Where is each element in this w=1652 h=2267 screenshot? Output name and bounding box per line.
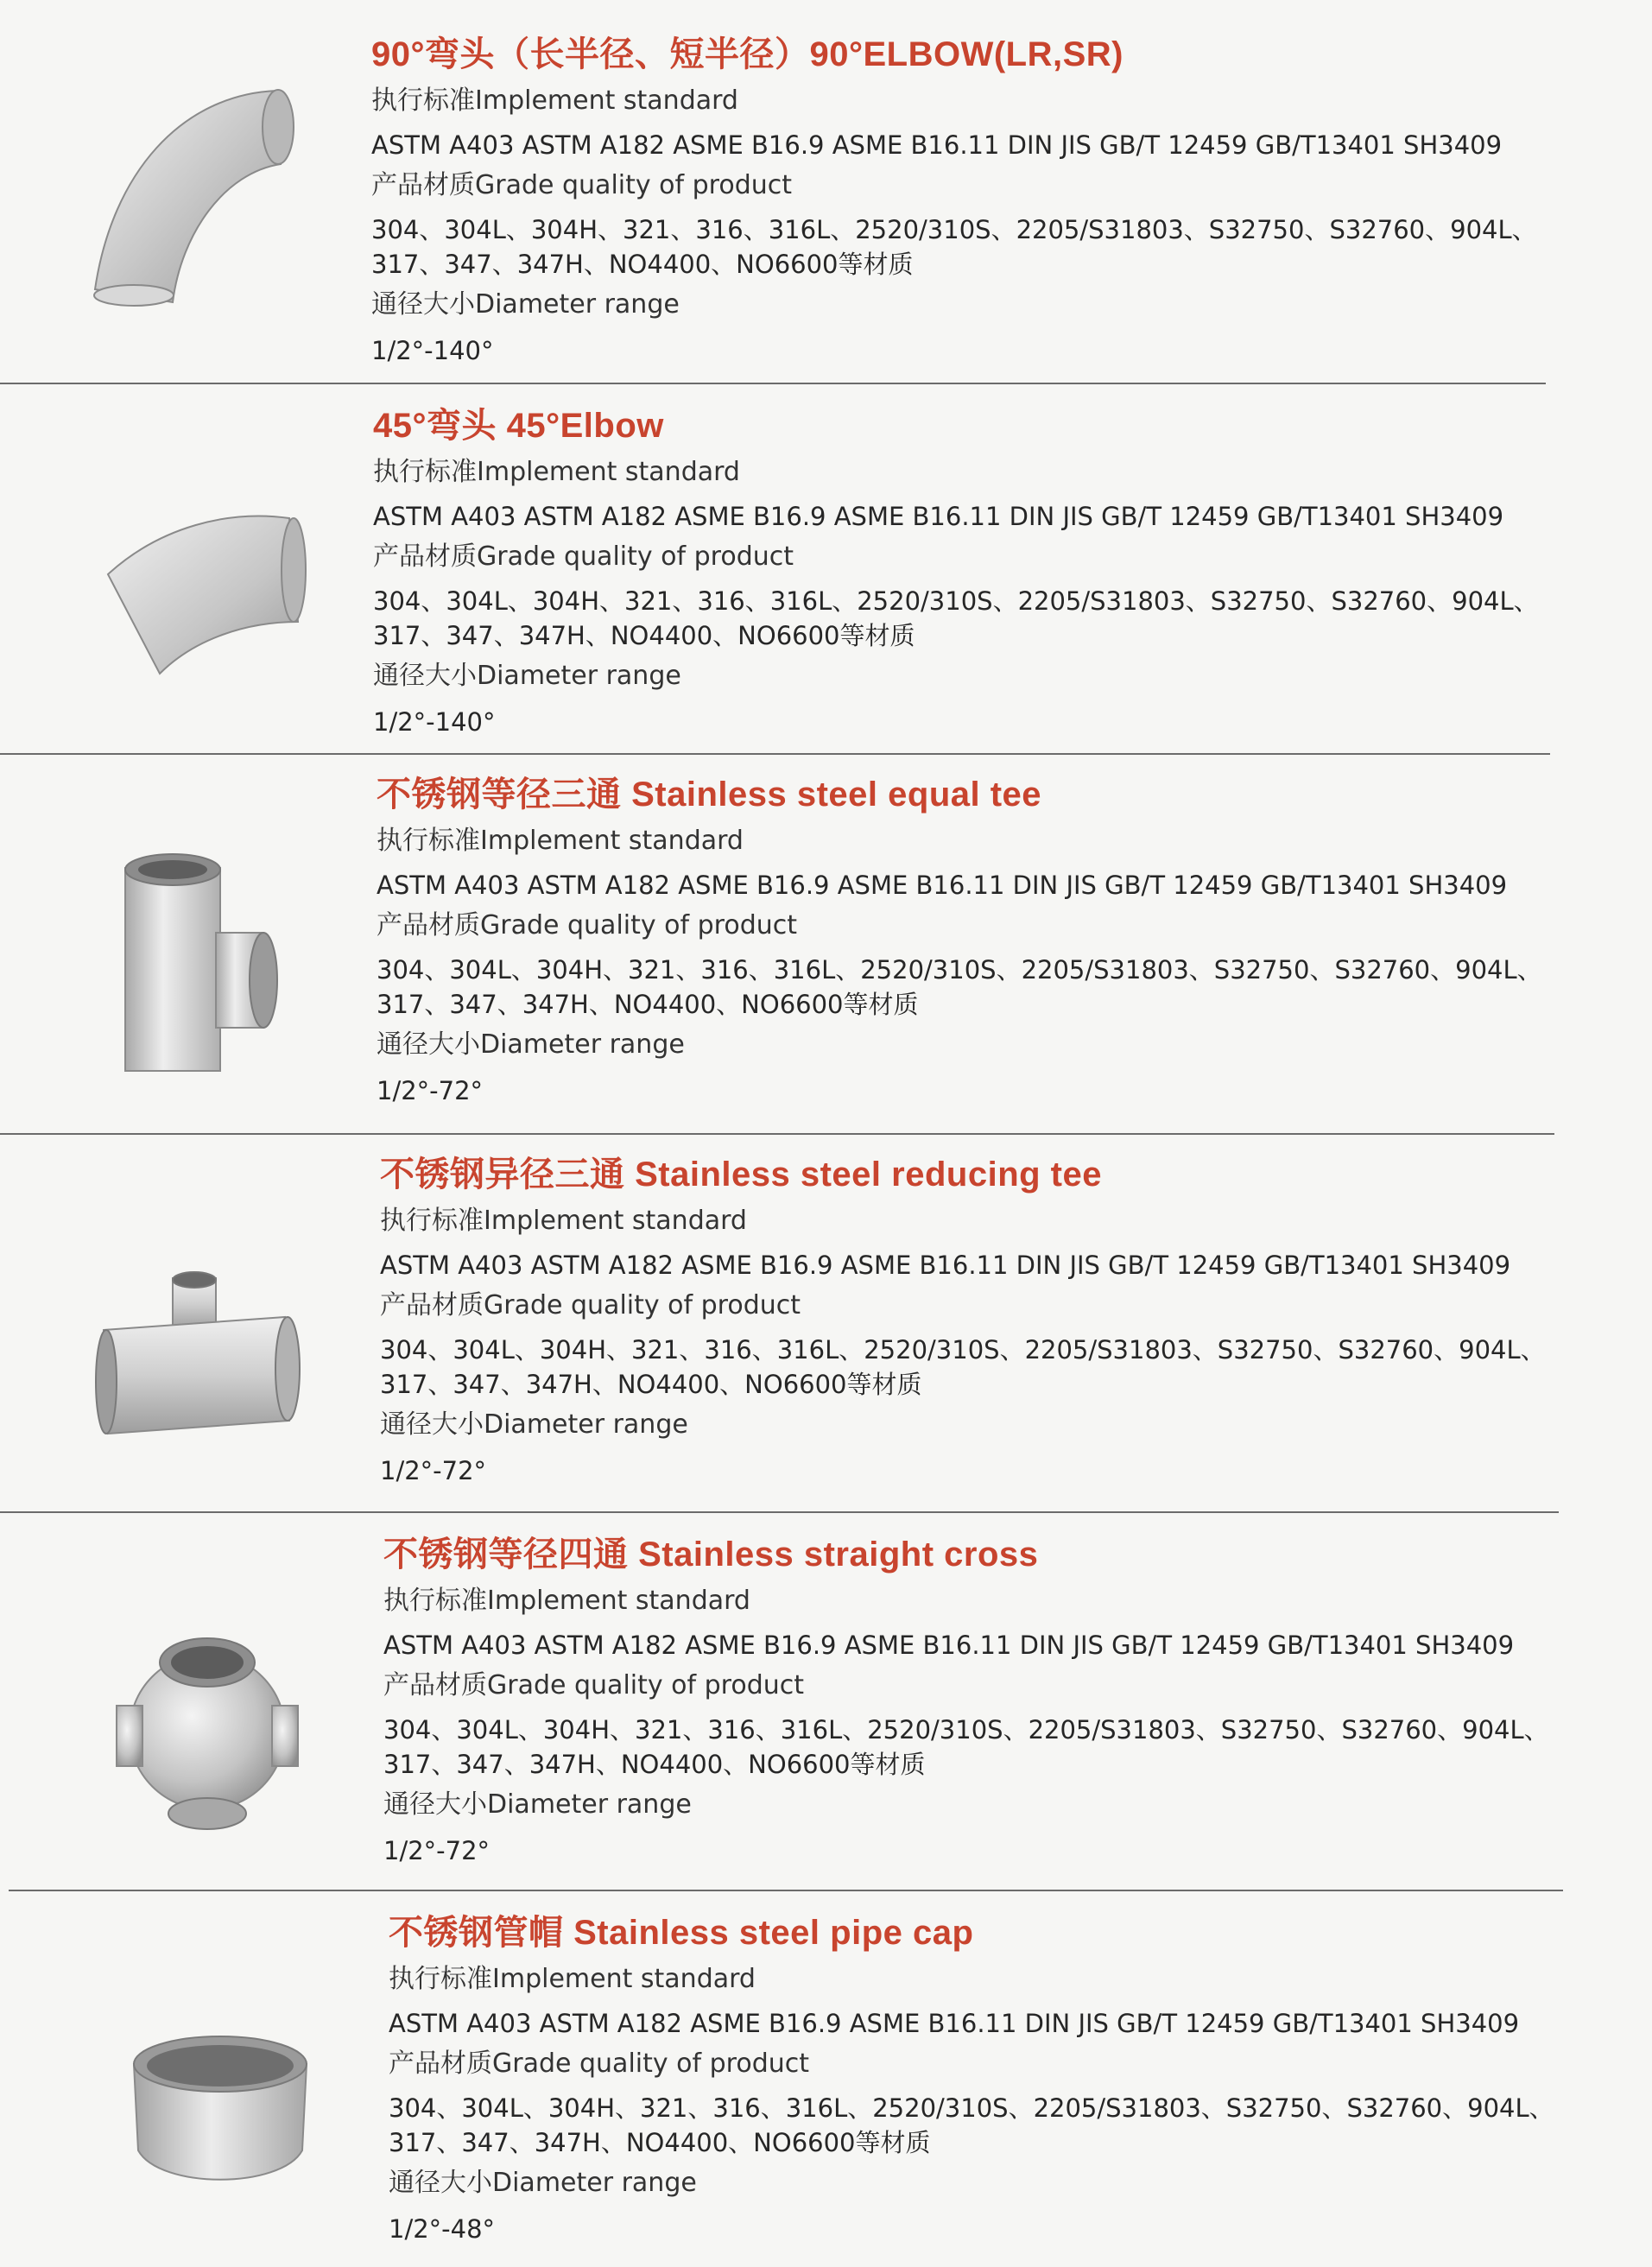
materials-list: [377, 953, 1603, 1022]
standard-label: 执行标准Implement standard: [377, 826, 744, 856]
grade-label: 产品材质Grade quality of product: [383, 1670, 805, 1700]
materials-line-2: 317、347、347H、NO4400、NO6600等材质: [373, 621, 915, 650]
product-title: 不锈钢等径三通 Stainless steel equal tee: [377, 776, 1042, 814]
diameter-label: 通径大小Diameter range: [377, 1029, 685, 1060]
materials-line-1: 304、304L、304H、321、316、316L、2520/310S、2205/S31803、S32750、S32760、904L、: [373, 586, 1539, 616]
grade-label: 产品材质Grade quality of product: [380, 1290, 801, 1320]
materials-line-2: 317、347、347H、NO4400、NO6600等材质: [389, 2128, 931, 2157]
diameter-label: 通径大小Diameter range: [380, 1409, 688, 1440]
product-title: 45°弯头 45°Elbow: [373, 407, 664, 445]
materials-line-2: 317、347、347H、NO4400、NO6600等材质: [383, 1750, 926, 1779]
standard-value: ASTM A403 ASTM A182 ASME B16.9 ASME B16.11 DIN JIS GB/T 12459 GB/T13401 SH3409: [373, 502, 1504, 531]
materials-line-2: 317、347、347H、NO4400、NO6600等材质: [371, 250, 914, 279]
diameter-range: 1/2°-48°: [389, 2214, 496, 2244]
diameter-range: 1/2°-72°: [377, 1076, 484, 1105]
standard-value: ASTM A403 ASTM A182 ASME B16.9 ASME B16.11 DIN JIS GB/T 12459 GB/T13401 SH3409: [377, 871, 1508, 900]
standard-value: ASTM A403 ASTM A182 ASME B16.9 ASME B16.11 DIN JIS GB/T 12459 GB/T13401 SH3409: [371, 130, 1503, 160]
section-divider: [9, 1890, 1563, 1891]
pipe-cap-icon: [125, 2030, 315, 2194]
materials-line-1: 304、304L、304H、321、316、316L、2520/310S、2205/S31803、S32750、S32760、904L、: [380, 1335, 1546, 1365]
section-divider: [0, 383, 1546, 384]
materials-list: [389, 2091, 1615, 2160]
diameter-range: 1/2°-72°: [383, 1836, 491, 1865]
materials-line-2: 317、347、347H、NO4400、NO6600等材质: [377, 990, 919, 1019]
diameter-label: 通径大小Diameter range: [373, 661, 681, 691]
materials-line-1: 304、304L、304H、321、316、316L、2520/310S、2205/S31803、S32750、S32760、904L、: [377, 955, 1542, 985]
product-title: 不锈钢等径四通 Stainless straight cross: [383, 1536, 1039, 1574]
cross-icon: [99, 1624, 315, 1840]
standard-label: 执行标准Implement standard: [383, 1586, 750, 1616]
standard-label: 执行标准Implement standard: [371, 85, 738, 116]
diameter-range: 1/2°-72°: [380, 1456, 487, 1485]
diameter-label: 通径大小Diameter range: [371, 289, 680, 320]
standard-label: 执行标准Implement standard: [373, 457, 740, 487]
materials-line-1: 304、304L、304H、321、316、316L、2520/310S、2205/S31803、S32750、S32760、904L、: [371, 215, 1537, 244]
standard-label: 执行标准Implement standard: [380, 1206, 747, 1236]
product-title: 90°弯头（长半径、短半径）90°ELBOW(LR,SR): [371, 35, 1123, 73]
standard-value: ASTM A403 ASTM A182 ASME B16.9 ASME B16.11 DIN JIS GB/T 12459 GB/T13401 SH3409: [383, 1631, 1515, 1660]
grade-label: 产品材质Grade quality of product: [371, 170, 793, 200]
product-title: 不锈钢异径三通 Stainless steel reducing tee: [380, 1156, 1102, 1194]
product-title: 不锈钢管帽 Stainless steel pipe cap: [389, 1914, 974, 1952]
section-divider: [0, 1133, 1554, 1135]
standard-label: 执行标准Implement standard: [389, 1964, 756, 1994]
standard-value: ASTM A403 ASTM A182 ASME B16.9 ASME B16.11 DIN JIS GB/T 12459 GB/T13401 SH3409: [389, 2009, 1520, 2038]
diameter-range: 1/2°-140°: [371, 336, 494, 365]
diameter-label: 通径大小Diameter range: [383, 1789, 692, 1820]
materials-line-1: 304、304L、304H、321、316、316L、2520/310S、2205/S31803、S32750、S32760、904L、: [383, 1715, 1549, 1745]
materials-list: [380, 1333, 1606, 1402]
diameter-label: 通径大小Diameter range: [389, 2168, 697, 2198]
elbow-45-icon: [91, 492, 315, 700]
equal-tee-icon: [112, 851, 285, 1084]
section-divider: [0, 753, 1550, 755]
materials-line-2: 317、347、347H、NO4400、NO6600等材质: [380, 1370, 922, 1399]
materials-list: [383, 1713, 1610, 1782]
grade-label: 产品材质Grade quality of product: [377, 910, 798, 940]
grade-label: 产品材质Grade quality of product: [389, 2049, 810, 2079]
diameter-range: 1/2°-140°: [373, 707, 496, 737]
materials-line-1: 304、304L、304H、321、316、316L、2520/310S、2205/S31803、S32750、S32760、904L、: [389, 2093, 1554, 2123]
materials-list: [371, 212, 1598, 282]
grade-label: 产品材质Grade quality of product: [373, 541, 794, 572]
materials-list: [373, 584, 1599, 653]
reducing-tee-icon: [91, 1270, 315, 1442]
standard-value: ASTM A403 ASTM A182 ASME B16.9 ASME B16.11 DIN JIS GB/T 12459 GB/T13401 SH3409: [380, 1251, 1511, 1280]
elbow-90-icon: [78, 78, 337, 337]
section-divider: [0, 1511, 1559, 1513]
